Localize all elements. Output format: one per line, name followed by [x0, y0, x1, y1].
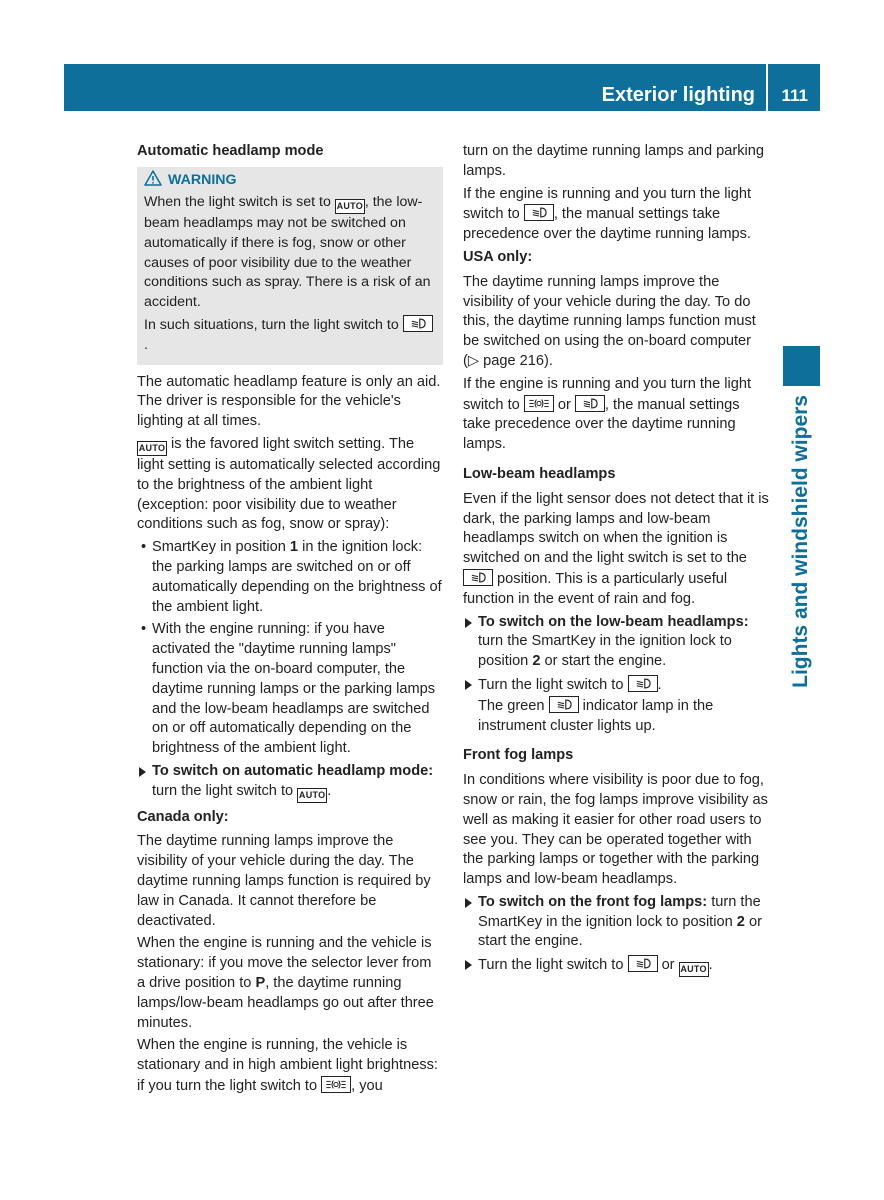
step-fog-text-a: turn the SmartKey in the ignition lock to position — [478, 893, 761, 930]
step-lb2-text-c: The green — [478, 697, 549, 714]
step-fog-text-b: or start the engine. — [478, 913, 762, 950]
chapter-tab-marker — [783, 346, 820, 386]
heading-canada-only: Canada only: — [137, 808, 229, 825]
step-auto-end: . — [327, 782, 332, 799]
step-lb2-text-d: indicator lamp in the instrument cluster lights up. — [478, 697, 714, 734]
step-fog-2 — [463, 955, 769, 977]
low-beam-icon — [524, 204, 554, 221]
ignition-position-2: 2 — [736, 913, 745, 930]
paragraph-favored-setting — [137, 435, 443, 535]
step-low-beam-2 — [463, 675, 769, 736]
usa-p2-text-a: If the engine is running and you turn the light switch to — [463, 375, 752, 413]
section-header-bar — [64, 64, 820, 111]
canada-p2-text-a: When the engine is running and the vehicle is stationary: if you move the selector lever from a drive position to — [137, 935, 432, 992]
step-low-beam-1 — [463, 613, 769, 672]
canada-paragraph-1: The daytime running lamps improve the visibility of your vehicle during the day. The daytime running lamps function is required by law in Canada. It cannot therefore be deactivated. — [137, 833, 431, 929]
usa-p2-or: or — [553, 396, 575, 413]
usa-p2-text-b: , the manual settings take precedence over the daytime running lamps. — [463, 396, 740, 453]
step-auto-text: turn the light switch to — [152, 782, 298, 799]
header-divider — [766, 64, 768, 111]
paragraph-engine-running — [463, 185, 769, 245]
bullet-item — [137, 538, 443, 617]
canada-p3-text-b: , you — [351, 1078, 383, 1095]
engine-running-text-a: If the engine is running and you turn the light switch to — [463, 185, 752, 223]
step-lb2-text-b: . — [657, 676, 662, 693]
low-beam-indicator-icon — [549, 696, 579, 713]
auto-switch-icon: AUTO — [335, 199, 365, 214]
warning-triangle-icon — [144, 170, 162, 186]
canada-p3-text-a: When the engine is running, the vehicle is stationary and in high ambient light brightness: if you turn the light switch to — [137, 1037, 438, 1095]
step-auto-headlamp — [137, 762, 443, 803]
selector-position-p: P — [255, 975, 266, 992]
step-lb2-text-a: Turn the light switch to — [478, 676, 628, 693]
step-fog2-or: or — [657, 957, 679, 974]
warning-p1-text-a: When the light switch is set to — [144, 194, 331, 211]
warning-title — [144, 170, 436, 191]
bullet1-position: 1 — [289, 539, 299, 556]
step-fog-title: To switch on the front fog lamps: — [478, 893, 708, 910]
bullet-item: • With the engine running: if you have activated the "daytime running lamps" function via the on-board computer, the daytime running lamps or the parking lamps and the low-beam headlamps are switched on or off automatically depending on the brightness of the ambient light. — [137, 620, 443, 759]
usa-paragraph-1: The daytime running lamps improve the visibility of your vehicle during the day. To do this, the daytime running lamps function must be switched on using the on-board computer (▷ page 216). — [463, 273, 756, 369]
ignition-position-2: 2 — [532, 653, 541, 670]
continued-paragraph: turn on the daytime running lamps and parking lamps. — [463, 143, 764, 179]
auto-switch-icon: AUTO — [137, 441, 167, 456]
low-beam-text-b: position. This is a particularly useful function in the event of rain and fog. — [463, 570, 728, 607]
warning-p2-text-b: . — [144, 336, 148, 353]
step-low-beam-title: To switch on the low-beam headlamps: — [478, 613, 749, 630]
paragraph-aid: The automatic headlamp feature is only an aid. The driver is responsible for the vehicle's lighting at all times. — [137, 373, 441, 430]
step-auto-title: To switch on automatic headlamp mode: — [152, 762, 434, 779]
warning-title-text: WARNING — [168, 171, 237, 188]
bullet1-text-a: SmartKey in position — [152, 539, 290, 556]
section-title: Exterior lighting — [601, 84, 755, 106]
heading-front-fog-lamps: Front fog lamps — [463, 747, 574, 764]
favored-setting-text: is the favored light switch setting. The light setting is automatically selected according to the brightness of the ambient light (exception: poor visibility due to weather conditions such as fog, snow or spray): — [137, 435, 441, 533]
low-beam-icon — [463, 569, 493, 586]
parking-lamps-icon — [524, 395, 554, 412]
warning-p1-text-b: , the low-beam headlamps may not be switched on automatically if there is fog, snow or other causes of poor visibility due to the weather conditions such as spray. There is a risk of an accident. — [144, 194, 431, 310]
low-beam-icon — [403, 315, 433, 332]
engine-running-text-b: , the manual settings take precedence over the daytime running lamps. — [463, 206, 751, 243]
low-beam-icon — [628, 955, 658, 972]
usa-paragraph-2 — [463, 375, 769, 455]
auto-switch-icon: AUTO — [297, 788, 327, 803]
heading-usa-only: USA only: — [463, 248, 533, 265]
auto-switch-icon: AUTO — [679, 962, 709, 977]
low-beam-icon — [575, 395, 605, 412]
canada-paragraph-2 — [137, 934, 443, 1033]
heading-low-beam-headlamps: Low-beam headlamps — [463, 465, 616, 482]
page-number: 111 — [781, 86, 808, 105]
heading-automatic-headlamp-mode: Automatic headlamp mode — [137, 143, 324, 159]
warning-paragraph-1 — [144, 193, 436, 312]
low-beam-icon — [628, 675, 658, 692]
fog-paragraph: In conditions where visibility is poor due to fog, snow or rain, the fog lamps improve visibility as well as making it easier for other road users to see you. They can be operated together with the parking lamps or together with the parking lamps and low-beam headlamps. — [463, 772, 768, 888]
low-beam-text-a: Even if the light sensor does not detect that it is dark, the parking lamps and low-beam headlamps switch on when the ignition is switched on and the light switch is set to the — [463, 490, 769, 567]
warning-box — [137, 167, 443, 365]
left-column — [137, 142, 443, 1100]
step-fog2-text-b: . — [708, 957, 713, 974]
parking-lamps-icon — [321, 1076, 351, 1093]
warning-p2-text-a: In such situations, turn the light switch to — [144, 317, 399, 334]
step-low-beam-text-a: turn the SmartKey in the ignition lock to position — [478, 633, 732, 670]
low-beam-paragraph — [463, 490, 769, 610]
canada-p2-text-b: , the daytime running lamps/low-beam headlamps go out after three minutes. — [137, 975, 434, 1031]
chapter-tab-label: Lights and windshield wipers — [789, 395, 812, 688]
bullet1-text-b: in the ignition lock: the parking lamps are switched on or off automatically depending on the brightness of the ambient light. — [152, 539, 442, 615]
right-column — [463, 142, 769, 980]
canada-paragraph-3 — [137, 1036, 443, 1096]
step-fog2-text-a: Turn the light switch to — [478, 957, 628, 974]
step-fog-1 — [463, 893, 769, 952]
warning-paragraph-2 — [144, 315, 436, 355]
step-low-beam-text-b: or start the engine. — [540, 653, 667, 670]
